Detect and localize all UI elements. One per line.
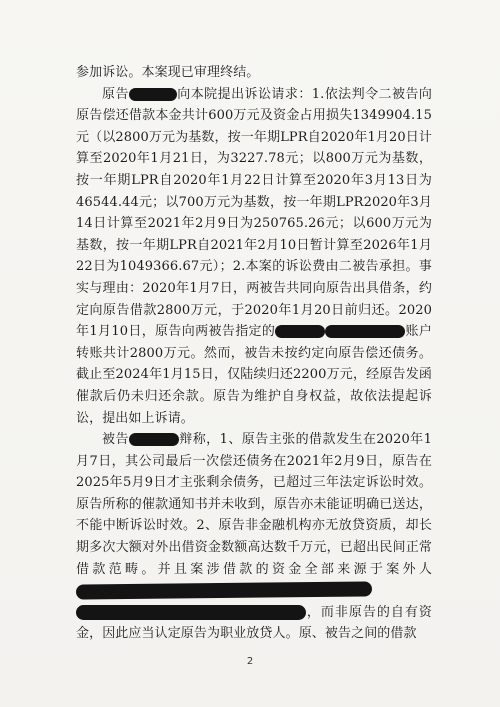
paragraph-3-text: 辩称，1、原告主张的借款发生在2020年1月7日，其公司最后一次偿还债务在2021年2月9日，原告在2025年5月9日才主张剩余债务，已超过三年法定诉讼时效。原告所称的催款通知书并未收到，原告亦未能证明确已送达，不能中断诉讼时效。2、原告非金融机构亦无放贷资质，却长期多次大额对外出借资金数额高达数千万元，已超出民间正常借款范畴。并且案涉借款的资金全部来源于案外人 — [76, 432, 432, 577]
redacted-defendant-name — [129, 433, 179, 446]
paragraph-1 — [76, 62, 432, 84]
redacted-third-party-name — [76, 582, 372, 600]
paragraph-2-text-continued: 账户转账共计2800万元。然而，被告未按约定向原告偿还债务。截止至2024年1月15日，仅陆续归还2200万元，经原告发函催款后仍未归还余款。原告为维护自身权益，故依法提起诉讼，提出如上诉请。 — [76, 324, 432, 426]
redacted-third-party-detail — [76, 605, 306, 620]
paragraph-3 — [76, 429, 432, 645]
plaintiff-label: 原告 — [102, 86, 129, 102]
paragraph-2 — [76, 84, 432, 430]
redacted-plaintiff-name — [129, 88, 177, 101]
judgment-text — [76, 62, 432, 645]
redacted-account-name — [325, 325, 405, 338]
defendant-label: 被告 — [102, 432, 129, 448]
page-number: 2 — [246, 656, 254, 667]
redacted-account-holder — [275, 325, 325, 338]
paragraph-3-text-continued: ，而非原告的自有资金，因此应当认定原告为职业放贷人。原、被告之间的借款 — [76, 604, 432, 642]
paragraph-1-text: 参加诉讼。本案现已审理终结。 — [76, 65, 260, 80]
paragraph-2-text: 向本院提出诉讼请求：1.依法判令二被告向原告偿还借款本金共计600万元及资金占用损失1349904.15元（以2800万元为基数，按一年期LPR自2020年1月20日计算至2020年1月21日，为3227.78元；以800万元为基数，按一年期LPR自2020年1月22日计算至2020年3月13日为46544.44元；以700万元为基数，按一年期LPR2020年3月14日计算至2021年2月9日为250765.26元；以600万元为基数，按一年期LPR自2021年2月10日暂计算至2026年1月22日为1049366.67元）；2.本案的诉讼费由二被告承担。事实与理由：2020年1月7日，两被告共同向原告出具借条，约定向原告借款2800万元，于2020年1月20日前归还。2020年1月10日，原告向两被告指定的 — [76, 86, 432, 340]
